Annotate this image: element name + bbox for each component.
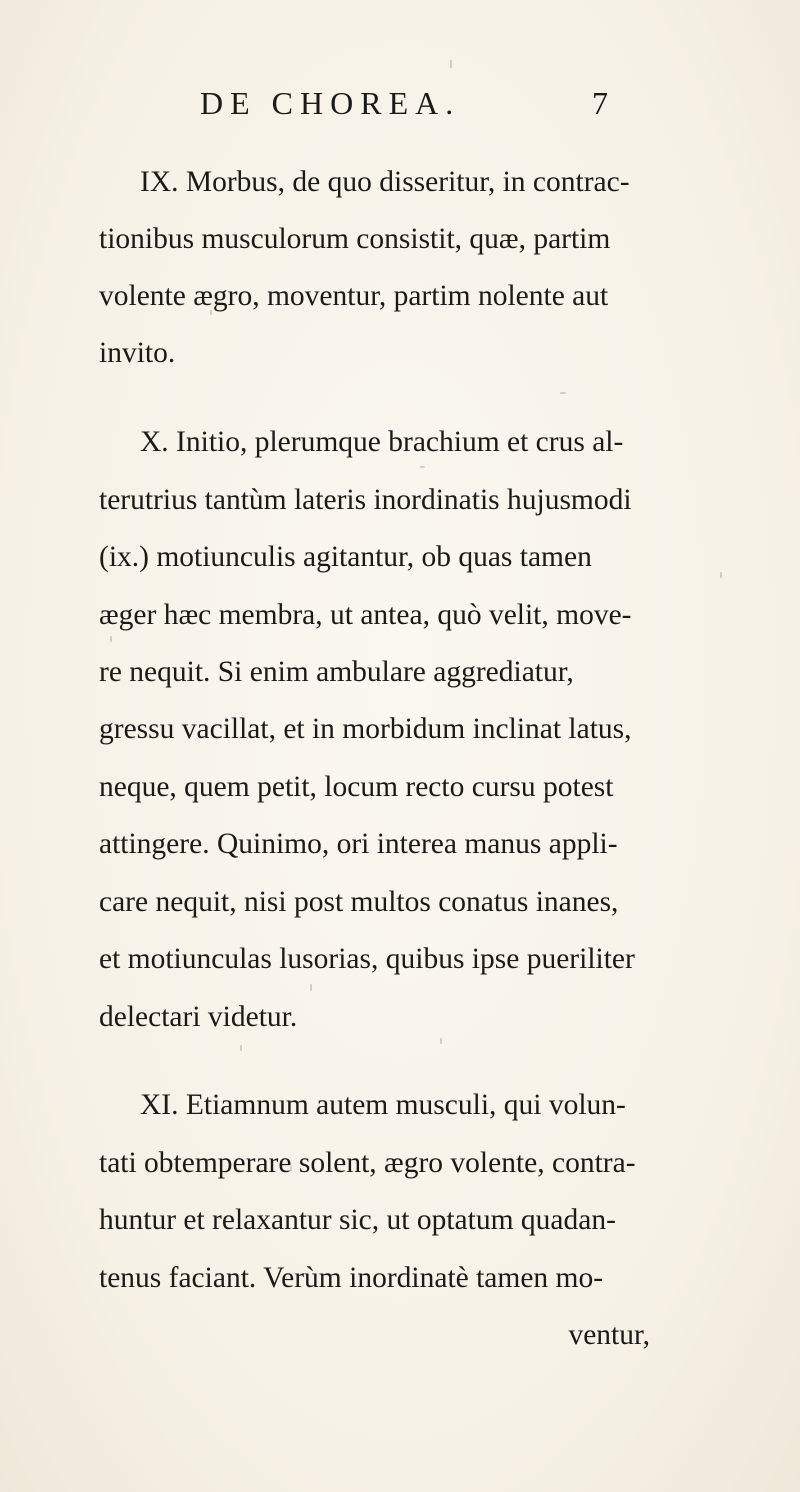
line-text: gressu vacillat, et in morbidum inclinat latus,: [99, 713, 632, 745]
line-text: XI. Etiamnum autem musculi, qui volun-: [140, 1089, 626, 1121]
paper-speck: [420, 466, 425, 468]
line-text: et motiunculas lusorias, quibus ipse pueriliter: [99, 943, 635, 975]
line-text: tionibus musculorum consistit, quæ, partim: [99, 223, 611, 255]
paper-speck: [310, 984, 312, 991]
line-text: care nequit, nisi post multos conatus inanes,: [99, 886, 619, 918]
paper-speck: [110, 636, 112, 642]
paper-speck: [440, 1038, 442, 1044]
running-title: DE CHOREA.: [200, 85, 461, 121]
line-text: invito.: [99, 337, 176, 369]
paper-speck: [560, 392, 566, 394]
paper-speck: [545, 790, 548, 793]
line-text: IX. Morbus, de quo disseritur, in contrac-: [140, 166, 630, 198]
paper-speck: [290, 1166, 292, 1171]
paper-speck: [240, 1045, 242, 1051]
line-text: terutrius tantùm lateris inordinatis hujusmodi: [99, 484, 632, 516]
line-text: X. Initio, plerumque brachium et crus al-: [140, 426, 624, 458]
line-text: huntur et relaxantur sic, ut optatum quadan-: [99, 1204, 616, 1236]
line-text: neque, quem petit, locum recto cursu potest: [99, 771, 614, 803]
line-text: tenus faciant. Verùm inordinatè tamen mo-: [99, 1262, 604, 1294]
line-text: tati obtemperare solent, ægro volente, contra-: [99, 1147, 636, 1179]
line-text: re nequit. Si enim ambulare aggrediatur,: [99, 656, 574, 688]
page-number: 7: [592, 85, 608, 121]
line-text: æger hæc membra, ut antea, quò velit, move-: [99, 599, 632, 631]
line-text: delectari videtur.: [99, 1001, 298, 1033]
paper-speck: [450, 60, 452, 68]
line-text: volente ægro, moventur, partim nolente aut: [99, 280, 609, 312]
paper-speck: [210, 310, 212, 315]
line-text: attingere. Quinimo, ori interea manus appli-: [99, 828, 618, 860]
paper-speck: [720, 572, 722, 578]
page-header: [0, 78, 800, 128]
line-text: (ix.) motiunculis agitantur, ob quas tamen: [99, 541, 592, 573]
paper-speck: [250, 1108, 252, 1114]
line-text: ventur,: [568, 1319, 650, 1351]
